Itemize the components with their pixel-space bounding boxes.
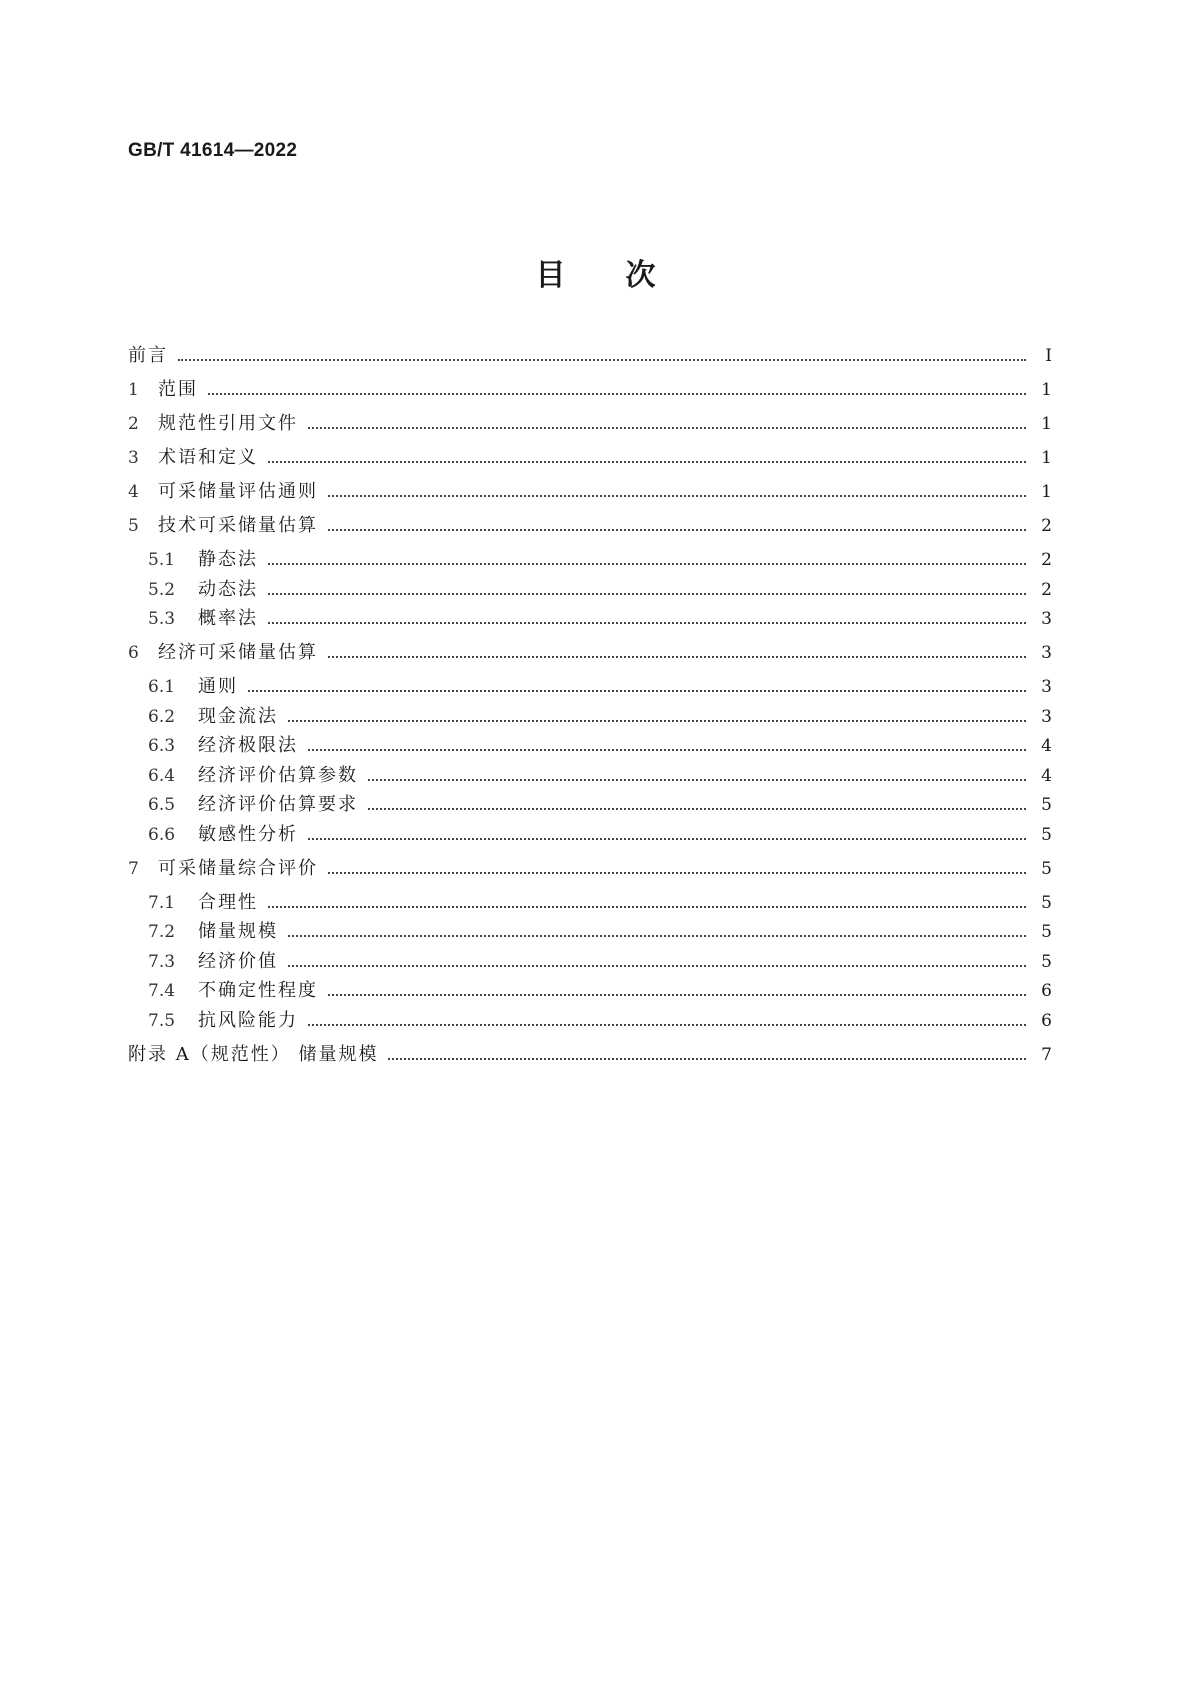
toc-entry-number: 5 xyxy=(128,516,139,536)
toc-dot-leader xyxy=(288,939,1026,967)
toc-entry-page: 1 xyxy=(1041,448,1052,468)
toc-entry-lead xyxy=(128,640,318,666)
toc-entry-page: 5 xyxy=(1041,858,1052,879)
toc-entry-page: 5 xyxy=(1041,795,1052,815)
toc-dot-leader xyxy=(268,537,1026,565)
toc-entry-number: 7.2 xyxy=(148,922,176,942)
toc-entry-number: 6.6 xyxy=(148,824,176,845)
toc-entry-title: 范围 xyxy=(158,379,198,400)
toc-entry-lead xyxy=(128,1042,378,1068)
toc-entry-lead xyxy=(128,733,298,759)
toc-entry-page: 3 xyxy=(1041,609,1052,629)
toc-entry-page: 2 xyxy=(1041,516,1052,536)
toc-entry-page: 3 xyxy=(1041,677,1052,697)
toc-entry-page: 1 xyxy=(1041,380,1052,400)
toc-entry-title: 动态法 xyxy=(198,578,258,600)
toc-entry-page: 1 xyxy=(1041,482,1052,502)
toc-entry-lead xyxy=(128,949,278,975)
toc-entry-page: 6 xyxy=(1041,981,1052,1001)
toc-entry-page: 1 xyxy=(1041,414,1052,434)
toc-dot-leader xyxy=(268,596,1026,624)
toc-entry-lead xyxy=(128,890,258,916)
toc-entry-title: 附录 A（规范性） 储量规模 xyxy=(128,1043,379,1065)
toc-dot-leader xyxy=(328,469,1026,497)
toc-entry[interactable] xyxy=(128,513,1052,539)
toc-entry-title: 经济评价估算要求 xyxy=(198,794,358,815)
toc-entry-title: 概率法 xyxy=(198,608,258,629)
toc-entry-title: 术语和定义 xyxy=(158,447,258,468)
toc-dot-leader xyxy=(308,401,1026,429)
toc-dot-leader xyxy=(328,846,1026,874)
toc-entry-number: 6.2 xyxy=(148,706,176,727)
toc-entry[interactable] xyxy=(128,856,1052,882)
toc-dot-leader xyxy=(328,968,1026,996)
toc-entry-lead xyxy=(128,704,278,730)
toc-entry-title: 抗风险能力 xyxy=(198,1009,298,1031)
toc-entry-page: 5 xyxy=(1041,922,1052,942)
toc-entry-title: 规范性引用文件 xyxy=(158,413,298,434)
toc-entry-lead xyxy=(128,1008,298,1034)
toc-dot-leader xyxy=(268,435,1026,463)
toc-entry-number: 7.5 xyxy=(148,1010,176,1031)
toc-entry-page: 2 xyxy=(1041,579,1052,600)
toc-entry-title: 静态法 xyxy=(198,549,258,570)
toc-entry-lead xyxy=(128,606,258,632)
toc-entry-lead xyxy=(128,343,168,369)
toc-entry-page: 6 xyxy=(1041,1010,1052,1031)
toc-entry-lead xyxy=(128,377,198,403)
toc-entry-title: 不确定性程度 xyxy=(198,980,318,1001)
toc-entry-number: 5.1 xyxy=(148,550,176,570)
toc-entry-number: 5.2 xyxy=(148,579,176,600)
toc-dot-leader xyxy=(308,723,1026,751)
toc-dot-leader xyxy=(308,998,1026,1026)
toc-entry-title: 储量规模 xyxy=(198,921,278,942)
toc-entry-lead xyxy=(128,513,318,539)
toc-entry-page: 2 xyxy=(1041,550,1052,570)
toc-entry-number: 1 xyxy=(128,380,139,400)
toc-entry-number: 4 xyxy=(128,482,139,502)
toc-entry[interactable] xyxy=(128,411,1052,437)
toc-entry-title: 经济可采储量估算 xyxy=(158,642,318,663)
toc-entry[interactable] xyxy=(128,377,1052,403)
toc-entry-page: 4 xyxy=(1041,736,1052,756)
toc-dot-leader xyxy=(388,1032,1026,1060)
toc-entry-lead xyxy=(128,547,258,573)
toc-entry-number: 5.3 xyxy=(148,609,176,629)
toc-entry[interactable] xyxy=(128,822,1052,848)
toc-entry-number: 6.1 xyxy=(148,677,176,697)
toc-entry[interactable] xyxy=(128,1042,1052,1068)
toc-entry-title: 现金流法 xyxy=(198,705,278,727)
toc-entry-title: 经济评价估算参数 xyxy=(198,764,358,786)
toc-entry-title: 技术可采储量估算 xyxy=(158,515,318,536)
toc-entry-number: 6.5 xyxy=(148,795,176,815)
toc-entry-page: 3 xyxy=(1041,706,1052,727)
toc-entry-page: 5 xyxy=(1041,951,1052,972)
toc-entry-title: 通则 xyxy=(198,676,238,697)
toc-entry-title: 经济价值 xyxy=(198,950,278,972)
toc-entry-lead xyxy=(128,479,318,505)
toc-entry-number: 2 xyxy=(128,414,139,434)
toc-entry-page: 5 xyxy=(1041,824,1052,845)
toc-dot-leader xyxy=(268,567,1026,595)
toc-entry-lead xyxy=(128,856,318,882)
toc-entry-lead xyxy=(128,919,278,945)
toc-entry-lead xyxy=(128,674,238,700)
toc-dot-leader xyxy=(208,367,1026,395)
toc-entry-lead xyxy=(128,822,298,848)
toc-entry-page: 4 xyxy=(1041,765,1052,786)
toc-entry-number: 6 xyxy=(128,643,139,663)
toc-dot-leader xyxy=(328,630,1026,658)
toc-dot-leader xyxy=(288,694,1026,722)
toc-entry-title: 可采储量综合评价 xyxy=(158,857,318,879)
toc-entry-title: 经济极限法 xyxy=(198,735,298,756)
toc-dot-leader xyxy=(268,880,1026,908)
toc-entry-number: 6.4 xyxy=(148,765,176,786)
toc-dot-leader xyxy=(308,812,1026,840)
toc-dot-leader xyxy=(288,909,1026,937)
toc-entry-page: 7 xyxy=(1041,1044,1052,1065)
toc-entry-lead xyxy=(128,763,358,789)
toc-entry-title: 可采储量评估通则 xyxy=(158,481,318,502)
toc-entry-lead xyxy=(128,577,258,603)
toc-dot-leader xyxy=(368,782,1026,810)
toc-entry-title: 前言 xyxy=(128,345,168,366)
toc-entry-lead xyxy=(128,978,318,1004)
toc-entry-number: 3 xyxy=(128,448,139,468)
toc-dot-leader xyxy=(178,333,1026,361)
toc-entry[interactable] xyxy=(128,445,1052,471)
toc-entry[interactable] xyxy=(128,640,1052,666)
toc-dot-leader xyxy=(248,664,1026,692)
toc-entry-lead xyxy=(128,411,298,437)
toc-entry-number: 7.4 xyxy=(148,981,176,1001)
toc-entry[interactable] xyxy=(128,343,1052,369)
toc-dot-leader xyxy=(368,753,1026,781)
toc-dot-leader xyxy=(328,503,1026,531)
standard-code: GB/T 41614—2022 xyxy=(128,140,298,161)
toc-entry-page: Ⅰ xyxy=(1045,346,1052,366)
toc-entry-number: 7.3 xyxy=(148,951,176,972)
toc-entry-title: 敏感性分析 xyxy=(198,823,298,845)
toc-entry[interactable] xyxy=(128,479,1052,505)
toc-entry-page: 5 xyxy=(1041,892,1052,913)
toc-entry-number: 6.3 xyxy=(148,736,176,756)
toc-entry-number: 7.1 xyxy=(148,892,176,913)
toc-entry-number: 7 xyxy=(128,858,139,879)
toc-entry[interactable] xyxy=(128,606,1052,632)
toc-entry-title: 合理性 xyxy=(198,891,258,913)
toc-entry-page: 3 xyxy=(1041,643,1052,663)
toc-entry[interactable] xyxy=(128,1008,1052,1034)
toc-entry-lead xyxy=(128,445,258,471)
page-title: 目次 xyxy=(535,258,716,293)
